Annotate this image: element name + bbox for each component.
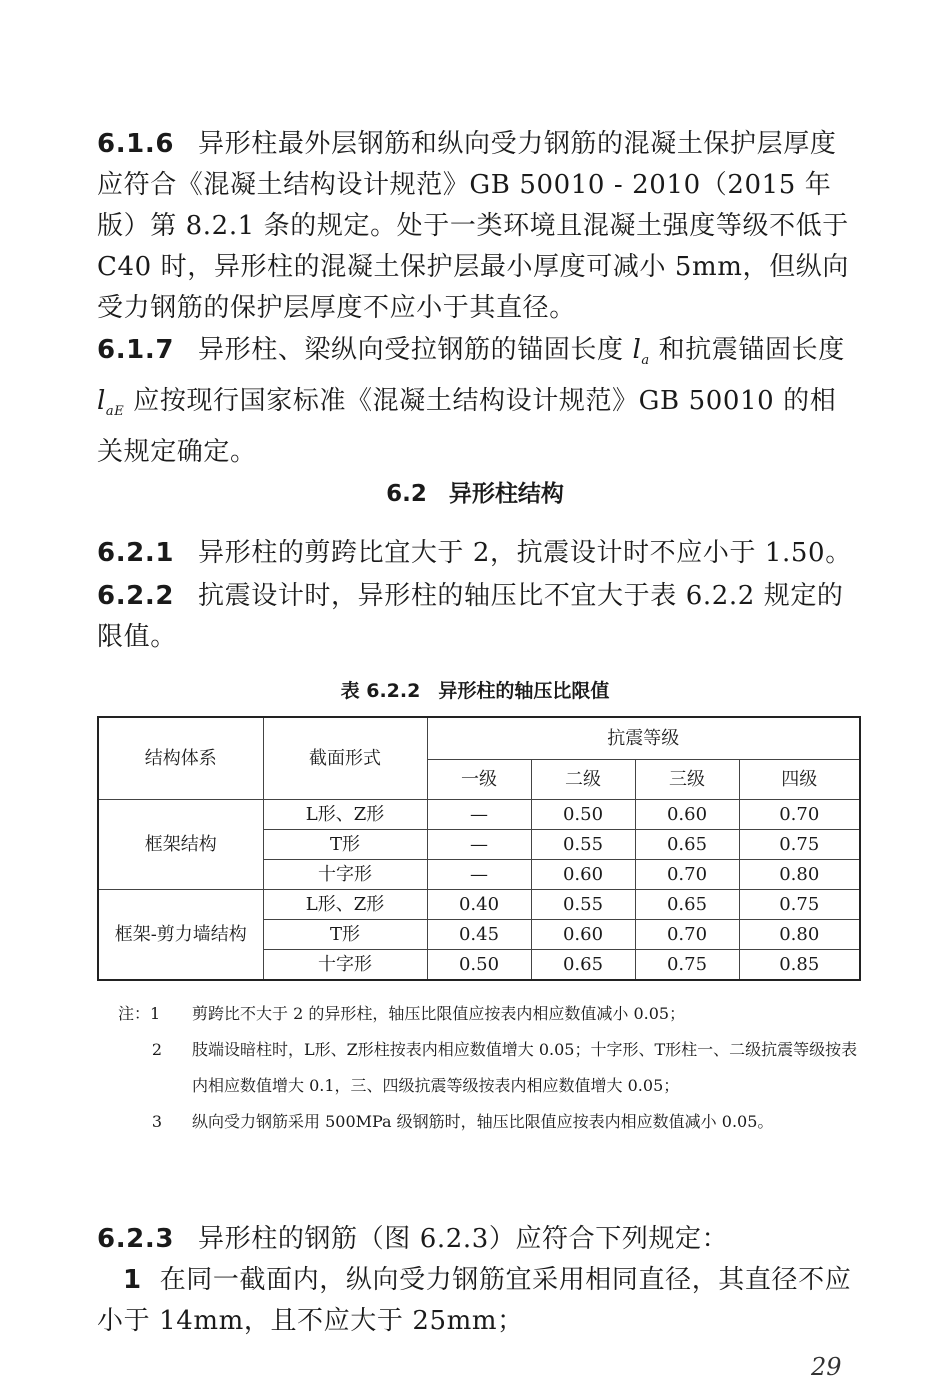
- note-item: 注：1 剪跨比不大于 2 的异形柱，轴压比限值应按表内相应数值减小 0.05；: [118, 1004, 686, 1023]
- table-notes: [118, 996, 860, 1140]
- clause-number: 6.2.1: [97, 538, 175, 568]
- header-grade-2: 二级: [531, 760, 635, 800]
- clause-text: 抗震设计时，异形柱的轴压比不宜大于表 6.2.2 规定的限值。: [97, 581, 844, 652]
- clause-text: 应按现行国家标准《混凝土结构设计规范》GB 50010 的相关规定确定。: [97, 386, 837, 468]
- value-cell: 0.75: [635, 950, 739, 981]
- axial-ratio-table: [97, 716, 861, 981]
- header-structure-system: 结构体系: [98, 717, 263, 800]
- value-cell: 0.50: [427, 950, 531, 981]
- clause-6-2-3: [97, 1219, 862, 1260]
- clause-6-1-6: [97, 124, 862, 329]
- value-cell: 0.60: [531, 920, 635, 950]
- value-cell: 0.45: [427, 920, 531, 950]
- note-item: 3 纵向受力钢筋采用 500MPa 级钢筋时，轴压比限值应按表内相应数值减小 0.05。: [151, 1112, 774, 1131]
- clause-text: 异形柱的钢筋（图 6.2.3）应符合下列规定：: [198, 1224, 729, 1254]
- clause-number: 6.1.7: [97, 335, 175, 365]
- form-cell: L形、Z形: [263, 800, 427, 830]
- header-section-form: 截面形式: [263, 717, 427, 800]
- header-grade-4: 四级: [739, 760, 860, 800]
- value-cell: 0.70: [739, 800, 860, 830]
- item-text: 在同一截面内，纵向受力钢筋宜采用相同直径，其直径不应小于 14mm，且不应大于 25mm；: [97, 1265, 852, 1336]
- system-cell: 框架结构: [98, 800, 263, 890]
- note-item: 2 肢端设暗柱时，L形、Z形柱按表内相应数值增大 0.05；十字形、T形柱一、二级抗震等级按表内相应数值增大 0.1，三、四级抗震等级按表内相应数值增大 0.05；: [151, 1040, 858, 1095]
- clause-number: 6.2.2: [97, 581, 175, 611]
- clause-number: 6.1.6: [97, 129, 175, 159]
- table-row: [98, 890, 860, 920]
- value-cell: 0.65: [531, 950, 635, 981]
- clause-6-2-2: [97, 576, 862, 658]
- form-cell: T形: [263, 830, 427, 860]
- form-cell: 十字形: [263, 950, 427, 981]
- value-cell: —: [427, 860, 531, 890]
- value-cell: —: [427, 800, 531, 830]
- value-cell: 0.85: [739, 950, 860, 981]
- symbol-la: $l_a$: [632, 335, 650, 369]
- form-cell: T形: [263, 920, 427, 950]
- page-number: 29: [811, 1353, 842, 1381]
- value-cell: 0.75: [739, 890, 860, 920]
- form-cell: L形、Z形: [263, 890, 427, 920]
- form-cell: 十字形: [263, 860, 427, 890]
- clause-text: 和抗震锚固长度: [649, 335, 845, 365]
- clause-text: 异形柱、梁纵向受拉钢筋的锚固长度: [198, 335, 633, 365]
- item-number: 1: [123, 1265, 142, 1295]
- value-cell: 0.55: [531, 830, 635, 860]
- value-cell: 0.65: [635, 830, 739, 860]
- value-cell: 0.55: [531, 890, 635, 920]
- system-cell: 框架-剪力墙结构: [98, 890, 263, 981]
- header-grade-3: 三级: [635, 760, 739, 800]
- clause-number: 6.2.3: [97, 1224, 175, 1254]
- value-cell: 0.60: [635, 800, 739, 830]
- symbol-lae: $l_{aE}$: [97, 386, 125, 420]
- value-cell: 0.70: [635, 920, 739, 950]
- value-cell: 0.60: [531, 860, 635, 890]
- value-cell: 0.40: [427, 890, 531, 920]
- value-cell: 0.80: [739, 920, 860, 950]
- value-cell: 0.65: [635, 890, 739, 920]
- value-cell: 0.70: [635, 860, 739, 890]
- clause-6-1-7: [97, 330, 862, 473]
- clause-6-2-1: [97, 533, 862, 574]
- value-cell: 0.50: [531, 800, 635, 830]
- table-caption: 表 6.2.2 异形柱的轴压比限值: [340, 680, 610, 702]
- clause-text: 异形柱最外层钢筋和纵向受力钢筋的混凝土保护层厚度应符合《混凝土结构设计规范》GB 50010 - 2010（2015 年版）第 8.2.1 条的规定。处于一类环境且混凝土强度等级不低于 C40 时，异形柱的混凝土保护层最小厚度可减小 5mm，但纵向受力钢筋的保护层厚度不应小于其直径。: [97, 129, 849, 323]
- clause-6-2-3-item-1: [97, 1260, 862, 1342]
- section-heading: 6.2 异形柱结构: [386, 481, 564, 507]
- value-cell: 0.75: [739, 830, 860, 860]
- value-cell: 0.80: [739, 860, 860, 890]
- header-grade-1: 一级: [427, 760, 531, 800]
- value-cell: —: [427, 830, 531, 860]
- clause-text: 异形柱的剪跨比宜大于 2，抗震设计时不应小于 1.50。: [198, 538, 852, 568]
- table-row: [98, 800, 860, 830]
- header-seismic-grade: 抗震等级: [427, 717, 860, 760]
